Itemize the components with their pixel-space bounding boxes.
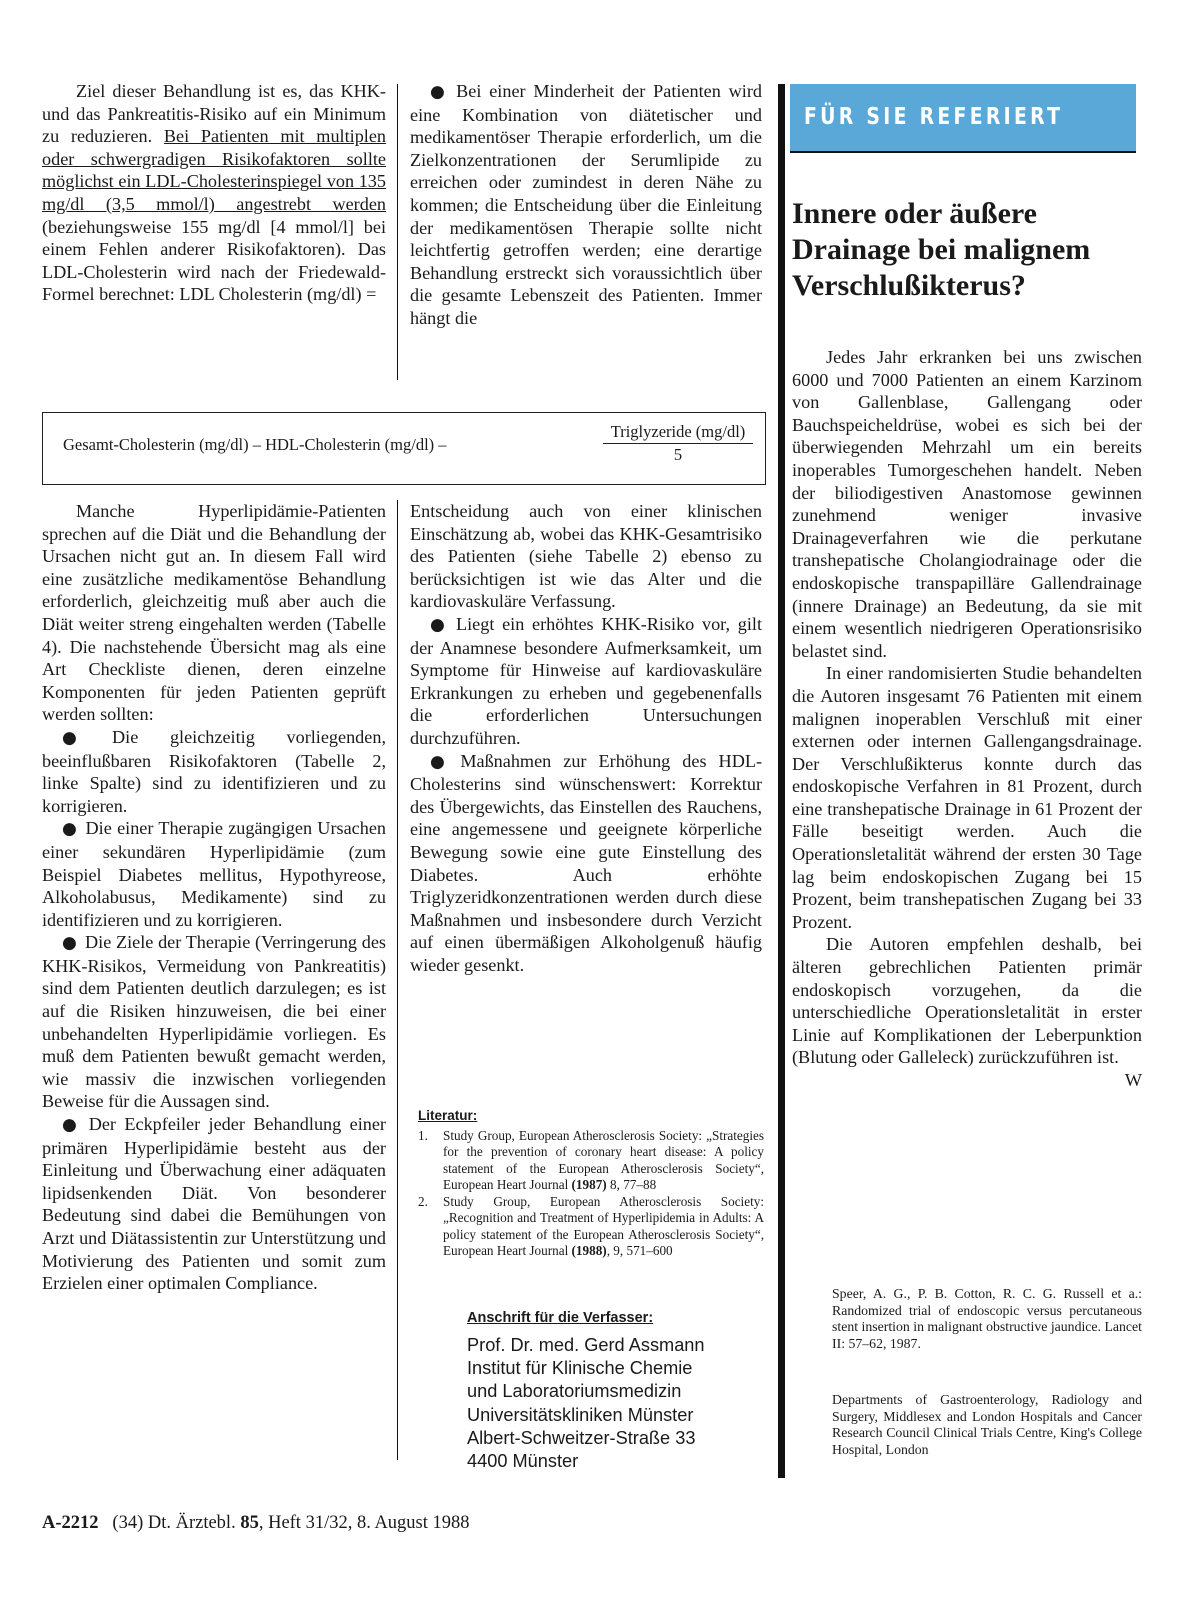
literature-pages: 8, 77–88 bbox=[606, 1176, 657, 1192]
address-line: Prof. Dr. med. Gerd Assmann bbox=[467, 1335, 705, 1355]
sidebar-article-text bbox=[792, 346, 1142, 1092]
article-headline: Innere oder äußere Drainage bei malignem Verschlußikterus? bbox=[792, 197, 1091, 302]
sidebar-divider bbox=[778, 84, 785, 1478]
col2-continuation-paragraph: Entscheidung auch von einer klinischen Einschätzung ab, wobei das KHK-Gesamtrisiko des Patienten (siehe Tabelle 2) ebenso zu berücksichtigen ist wie das Alter und die kardiovaskuläre Verfassung. bbox=[410, 501, 762, 612]
page-footer bbox=[42, 1513, 470, 1534]
author-address bbox=[467, 1334, 705, 1473]
journal-volume: 85 bbox=[240, 1513, 259, 1533]
address-line: und Laboratoriumsmedizin bbox=[467, 1381, 682, 1402]
literature-item bbox=[418, 1194, 764, 1259]
col2-top-paragraph: ● Bei einer Minderheit der Patienten wird eine Kombination von diätetischer und medikamentöser Therapie erforderlich, um die Zielkonzentrationen der Serumlipide zu erreichen oder zumindest in deren Nähe zu kommen; die Entscheidung über die Einleitung der medikamentösen Therapie sollte nicht leichtfertig getroffen werden; eine derartige Behandlung erstreckt sich voraussichtlich über die gesamte Lebenszeit des Patienten. Immer hängt die bbox=[410, 80, 762, 330]
col1-bottom-text bbox=[42, 500, 386, 1295]
col1-top-text-a: Ziel dieser Behandlung ist es, das KHK- und das Pankreatitis-Risiko auf ein Minimum zu reduzieren. bbox=[42, 81, 386, 147]
friedewald-formula-box bbox=[42, 412, 766, 485]
address-line: Universitätskliniken Münster bbox=[467, 1404, 694, 1425]
section-banner bbox=[790, 84, 1136, 151]
literature-number: 2. bbox=[418, 1194, 428, 1210]
col1-bullet-4: ● Der Eckpfeiler jeder Behandlung einer primären Hyperlipidämie besteht aus der Einleitung und Überwachung einer adäquaten lipidsenkenden Diät. Von besonderer Bedeutung sind dabei die Bemühungen von Arzt und Diätassistentin zur Unterstützung und Motivierung des Patienten und somit zum Erzielen einer optimalen Compliance. bbox=[42, 1113, 386, 1295]
col1-top-underlined: Bei Patienten mit multiplen oder schwergradigen Risikofaktoren sollte möglichst ein LDL-Cholesterinspiegel von 135 mg/dl (3,5 mmol/l) angestrebt werden bbox=[42, 126, 387, 214]
col1-bullet-2: ● Die einer Therapie zugängigen Ursachen einer sekundären Hyperlipidämie (zum Beispiel Diabetes mellitus, Hypothyreose, Alkoholabusus, Medikamente) sind zu identifizieren und zu korrigieren. bbox=[42, 817, 386, 931]
formula-denominator: 5 bbox=[673, 445, 683, 464]
col2-bullet-1: ● Liegt ein erhöhtes KHK-Risiko vor, gilt der Anamnese besondere Aufmerksamkeit, um Symptome für Hinweise auf kardiovaskuläre Erkrankungen zu erheben und gegebenenfalls die erforderlichen Untersuchungen durchzuführen. bbox=[410, 613, 762, 750]
column-divider-bottom bbox=[397, 500, 398, 1460]
formula-numerator: Triglyzeride (mg/dl) bbox=[603, 422, 753, 444]
col1-intro-paragraph: Manche Hyperlipidämie-Patienten sprechen auf die Diät und die Behandlung der Ursachen nicht gut an. In diesem Fall wird eine zusätzliche medikamentöse Behandlung erforderlich, gleichzeitig muß aber auch die Diät weiter streng eingehalten werden (Tabelle 4). Die nachstehende Übersicht mag als eine Art Checkliste dienen, deren einzelne Komponenten für jeden Patienten geprüft werden sollten: bbox=[42, 501, 386, 725]
col2-bullet-2: ● Maßnahmen zur Erhöhung des HDL-Cholesterins sind wünschenswert: Korrektur des Übergewichts, das Einstellen des Rauchens, eine angemessene und geeignete körperliche Bewegung sowie eine gute Einstellung des Diabetes. Auch erhöhte Triglyzeridkonzentrationen werden durch diese Maßnahmen und insbesondere durch Verzicht auf einen übermäßigen Alkoholgenuß häufig wieder gesenkt. bbox=[410, 750, 762, 977]
literature-year: (1988) bbox=[571, 1243, 607, 1259]
banner-label: FÜR SIE REFERIERT bbox=[804, 104, 1064, 130]
sidebar-paragraph-3-text: Die Autoren empfehlen deshalb, bei älteren gebrechlichen Patienten primär endoskopisch vorzugehen, da die unterschiedliche Operationsletalität in erster Linie auf Komplikationen der Leberpunktion (Blutung oder Galleleck) zurückzuführen ist. bbox=[792, 934, 1142, 1068]
literature-item bbox=[418, 1128, 764, 1193]
col1-top-text-b: (beziehungsweise 155 mg/dl [4 mmol/l] bei einem Fehlen anderer Risikofaktoren). Das LDL-Cholesterin wird nach der Friedewald-Formel berechnet: LDL Cholesterin (mg/dl) = bbox=[42, 216, 386, 305]
journal-name: (34) Dt. Ärztebl. bbox=[112, 1513, 241, 1533]
sidebar-paragraph-1: Jedes Jahr erkranken bei uns zwischen 6000 und 7000 Patienten an einem Karzinom von Gallenblase, Gallengang oder Bauchspeicheldrüse, wobei es sich bei der überwiegenden Mehrzahl um ein bereits inoperables Tumorgeschehen handelt. Neben der biliodigestiven Anastomose gewinnen zunehmend weniger invasive Drainageverfahren wie die perkutane transhepatische Cholangiodrainage oder die endoskopische transpapilläre Gallendrainage (innere Drainage) an Bedeutung, da sie mit einem wesentlich niedrigeren Operationsrisiko belastet sind. bbox=[792, 347, 1142, 661]
col1-top-text bbox=[42, 80, 386, 306]
address-line: Institut für Klinische Chemie bbox=[467, 1358, 693, 1379]
literature-year: (1987) bbox=[571, 1176, 607, 1192]
formula-fraction bbox=[603, 422, 753, 465]
column-divider-top bbox=[397, 84, 398, 380]
page-number: A-2212 bbox=[42, 1513, 99, 1533]
literature-pages: , 9, 571–600 bbox=[606, 1243, 673, 1259]
address-line: 4400 Münster bbox=[467, 1451, 579, 1472]
sidebar-affiliation: Departments of Gastroenterology, Radiology and Surgery, Middlesex and London Hospitals and Cancer Research Council Clinical Trials Centre, King's College Hospital, London bbox=[832, 1392, 1142, 1457]
journal-issue: , Heft 31/32, 8. August 1988 bbox=[258, 1513, 470, 1533]
sidebar-paragraph-2: In einer randomisierten Studie behandelten die Autoren insgesamt 76 Patienten mit einem malignen inoperablen Verschluß mit einer externen oder internen Gallengangsdrainage. Der Verschlußikterus konnte durch das endoskopische Verfahren in 81 Prozent, durch eine transhepatische Drainage in 61 Prozent der Fälle beseitigt werden. Auch die Operationsletalität während der ersten 30 Tage lag beim endoskopischen Zugang bei 15 Prozent, beim transhepatischen Zugang bei 33 Prozent. bbox=[792, 663, 1142, 932]
author-signature: W bbox=[1124, 1070, 1142, 1090]
col1-bullet-3: ● Die Ziele der Therapie (Verringerung des KHK-Risikos, Vermeidung von Pankreatitis) sind dem Patienten deutlich darzulegen; es ist auf die Risiken hinzuweisen, die bei einer unbehandelten Hyperlipidämie vorliegen. Es muß dem Patienten bewußt gemacht werden, wie massiv die inzwischen vorliegenden Beweise für die Aussagen sind. bbox=[42, 931, 386, 1113]
literature-list bbox=[418, 1128, 764, 1260]
col2-bottom-text bbox=[410, 500, 762, 976]
col2-top-text bbox=[410, 80, 762, 330]
sidebar-reference: Speer, A. G., P. B. Cotton, R. C. G. Russell et a.: Randomized trial of endoscopic versus percutaneous stent insertion in malignant obstructive jaundice. Lancet II: 57–62, 1987. bbox=[832, 1286, 1142, 1351]
literature-heading: Literatur: bbox=[418, 1108, 478, 1123]
literature-text: Study Group, European Atherosclerosis Society: „Recognition and Treatment of Hyperlipidemia in Adults: A policy statement of the European Atherosclerosis Society“, European Heart Journal bbox=[443, 1194, 764, 1259]
address-heading: Anschrift für die Verfasser: bbox=[467, 1310, 654, 1326]
literature-text: Study Group, European Atherosclerosis Society: „Strategies for the prevention of coronary heart disease: A policy statement of the European Atherosclerosis Society“, European Heart Journal bbox=[443, 1128, 764, 1192]
col1-bullet-1: ● Die gleichzeitig vorliegenden, beeinflußbaren Risikofaktoren (Tabelle 2, linke Spalte) sind zu identifizieren und zu korrigieren. bbox=[42, 726, 386, 817]
sidebar-paragraph-3 bbox=[792, 933, 1142, 1090]
banner-underline bbox=[790, 151, 1136, 153]
address-line: Albert-Schweitzer-Straße 33 bbox=[467, 1427, 696, 1448]
literature-number: 1. bbox=[418, 1128, 428, 1143]
formula-lhs: Gesamt-Cholesterin (mg/dl) – HDL-Cholesterin (mg/dl) – bbox=[63, 435, 447, 454]
col1-top-paragraph bbox=[42, 80, 386, 306]
